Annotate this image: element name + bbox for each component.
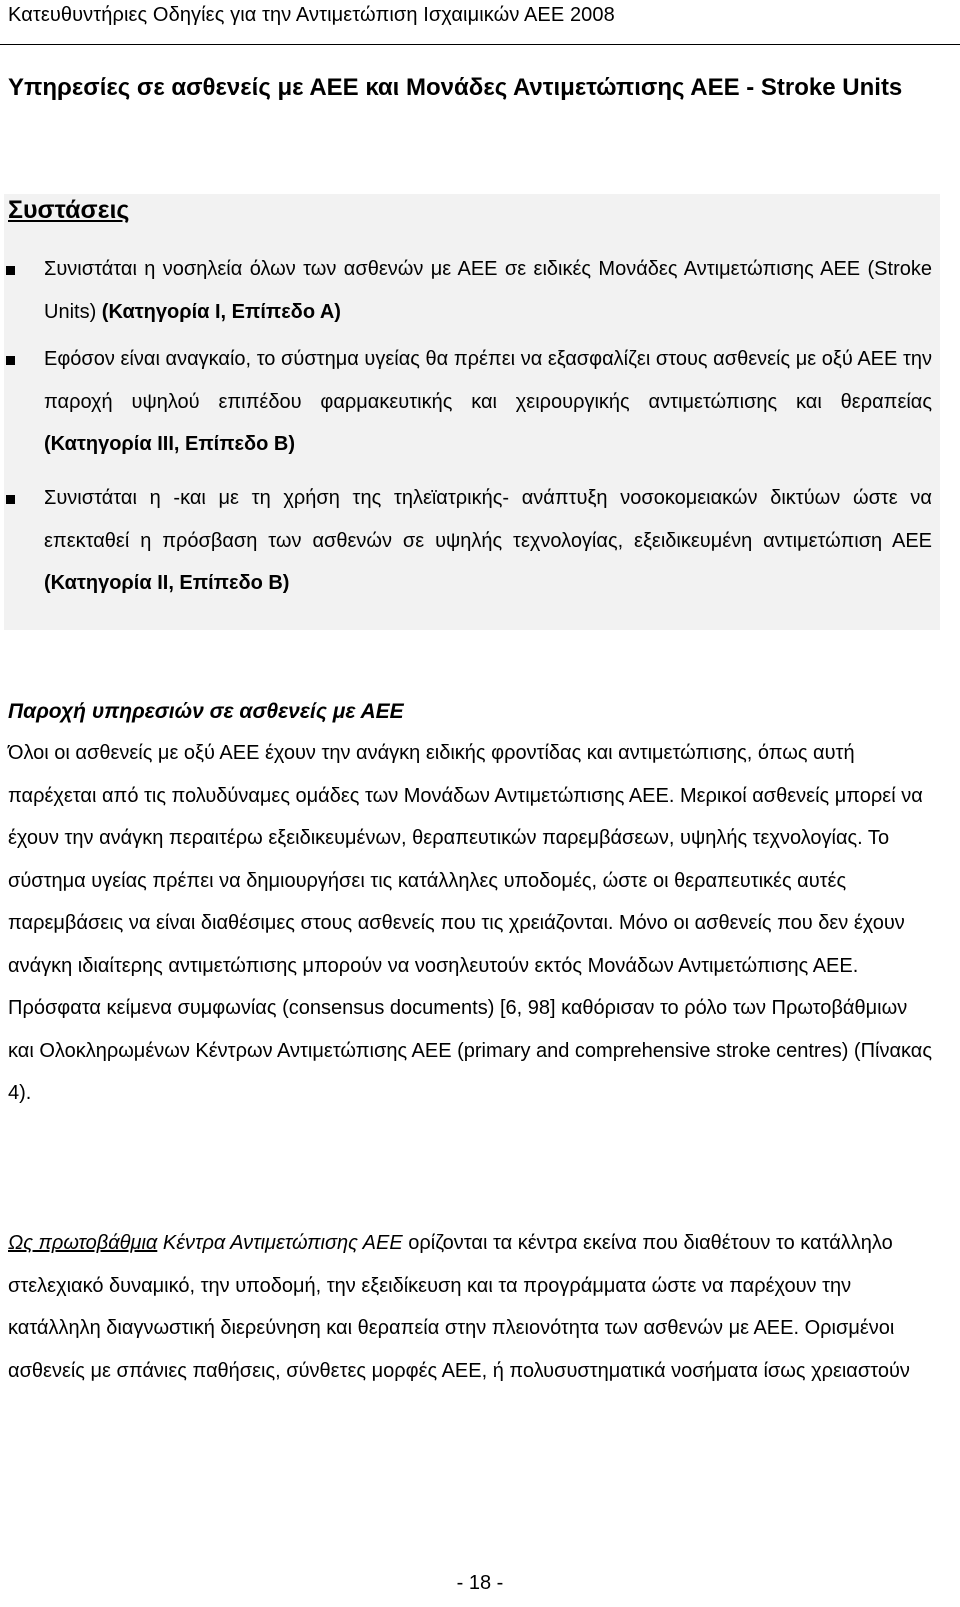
recommendation-text: Εφόσον είναι αναγκαίο, το σύστημα υγείας θα πρέπει να εξασφαλίζει στους ασθενείς με οξύ ΑΕΕ την παροχή υψηλού επιπέδου φαρμακευτικής και χειρουργικής αντιμετώπισης και θεραπείας	[44, 348, 932, 413]
recommendation-level: (Κατηγορία Ι, Επίπεδο Α)	[101, 300, 341, 323]
section-paragraph: Όλοι οι ασθενείς με οξύ ΑΕΕ έχουν την ανάγκη ειδικής φροντίδας και αντιμετώπισης, όπως αυτή παρέχεται από τις πολυδύναμες ομάδες των Μονάδων Αντιμετώπισης ΑΕΕ. Μερικοί ασθενείς μπορεί να έχουν την ανάγκη περαιτέρω εξειδικευμένων, θεραπευτικών παρεμβάσεων, υψηλής τεχνολογίας. Το σύστημα υγείας πρέπει να δημιουργήσει τις κατάλληλες υποδομές, ώστε οι θεραπευτικές αυτές παρεμβάσεις να είναι διαθέσιμες στους ασθενείς που τις χρειάζονται. Μόνο οι ασθενείς που δεν έχουν ανάγκη ιδιαίτερης αντιμετώπισης μπορούν να νοσηλευτούν εκτός Μονάδων Αντιμετώπισης ΑΕΕ. Πρόσφατα κείμενα συμφωνίας (consensus documents) [6, 98] καθόρισαν το ρόλο των Πρωτοβάθμιων και Ολοκληρωμένων Κέντρων Αντιμετώπισης ΑΕΕ (primary and comprehensive stroke centres) (Πίνακας 4).	[8, 742, 932, 1104]
recommendation-text: Συνιστάται η νοσηλεία όλων των ασθενών με ΑΕΕ σε ειδικές Μονάδες Αντιμετώπισης ΑΕΕ (Stroke Units)	[44, 258, 932, 323]
running-title: Κατευθυντήριες Οδηγίες για την Αντιμετώπιση Ισχαιμικών ΑΕΕ 2008	[8, 4, 615, 26]
primary-centres-term: Κέντρα Αντιμετώπισης ΑΕΕ	[157, 1232, 403, 1254]
recommendation-item	[44, 338, 932, 466]
recommendation-level: (Κατηγορία ΙΙ, Επίπεδο Β)	[44, 572, 290, 594]
recommendations-heading: Συστάσεις	[8, 196, 130, 224]
primary-centres-term-underlined: Ως πρωτοβάθμια	[8, 1232, 158, 1254]
recommendation-text: Συνιστάται η -και με τη χρήση της τηλεϊατρικής- ανάπτυξη νοσοκομειακών δικτύων ώστε να επεκταθεί η πρόσβαση των ασθενών σε υψηλής τεχνολογίας, εξειδικευμένη αντιμετώπιση ΑΕΕ	[44, 487, 932, 552]
primary-centres-text: ορίζονται τα κέντρα εκείνα που διαθέτουν το κατάλληλο στελεχιακό δυναμικό, την υποδομή, την εξειδίκευση και τα προγράμματα ώστε να παρέχουν την κατάλληλη διαγνωστική διερεύνηση και θεραπεία στην πλειονότητα των ασθενών με ΑΕΕ. Ορισμένοι ασθενείς με σπάνιες παθήσεις, σύνθετες μορφές ΑΕΕ, ή πολυσυστηματικά νοσήματα ίσως χρειαστούν	[8, 1232, 910, 1382]
recommendation-level: (Κατηγορία ΙΙΙ, Επίπεδο Β)	[44, 433, 296, 455]
primary-centres-paragraph	[8, 1222, 932, 1392]
bullet-icon	[6, 356, 15, 365]
page-header	[0, 0, 960, 45]
bullet-icon	[6, 495, 15, 504]
page-number: - 18 -	[456, 1572, 504, 1594]
section-heading: Παροχή υπηρεσιών σε ασθενείς με ΑΕΕ	[8, 700, 404, 723]
recommendation-item	[44, 248, 932, 333]
page-title: Υπηρεσίες σε ασθενείς με ΑΕΕ και Μονάδες Αντιμετώπισης ΑΕΕ - Stroke Units	[8, 74, 903, 101]
bullet-icon	[6, 266, 15, 275]
recommendation-item	[44, 477, 932, 605]
